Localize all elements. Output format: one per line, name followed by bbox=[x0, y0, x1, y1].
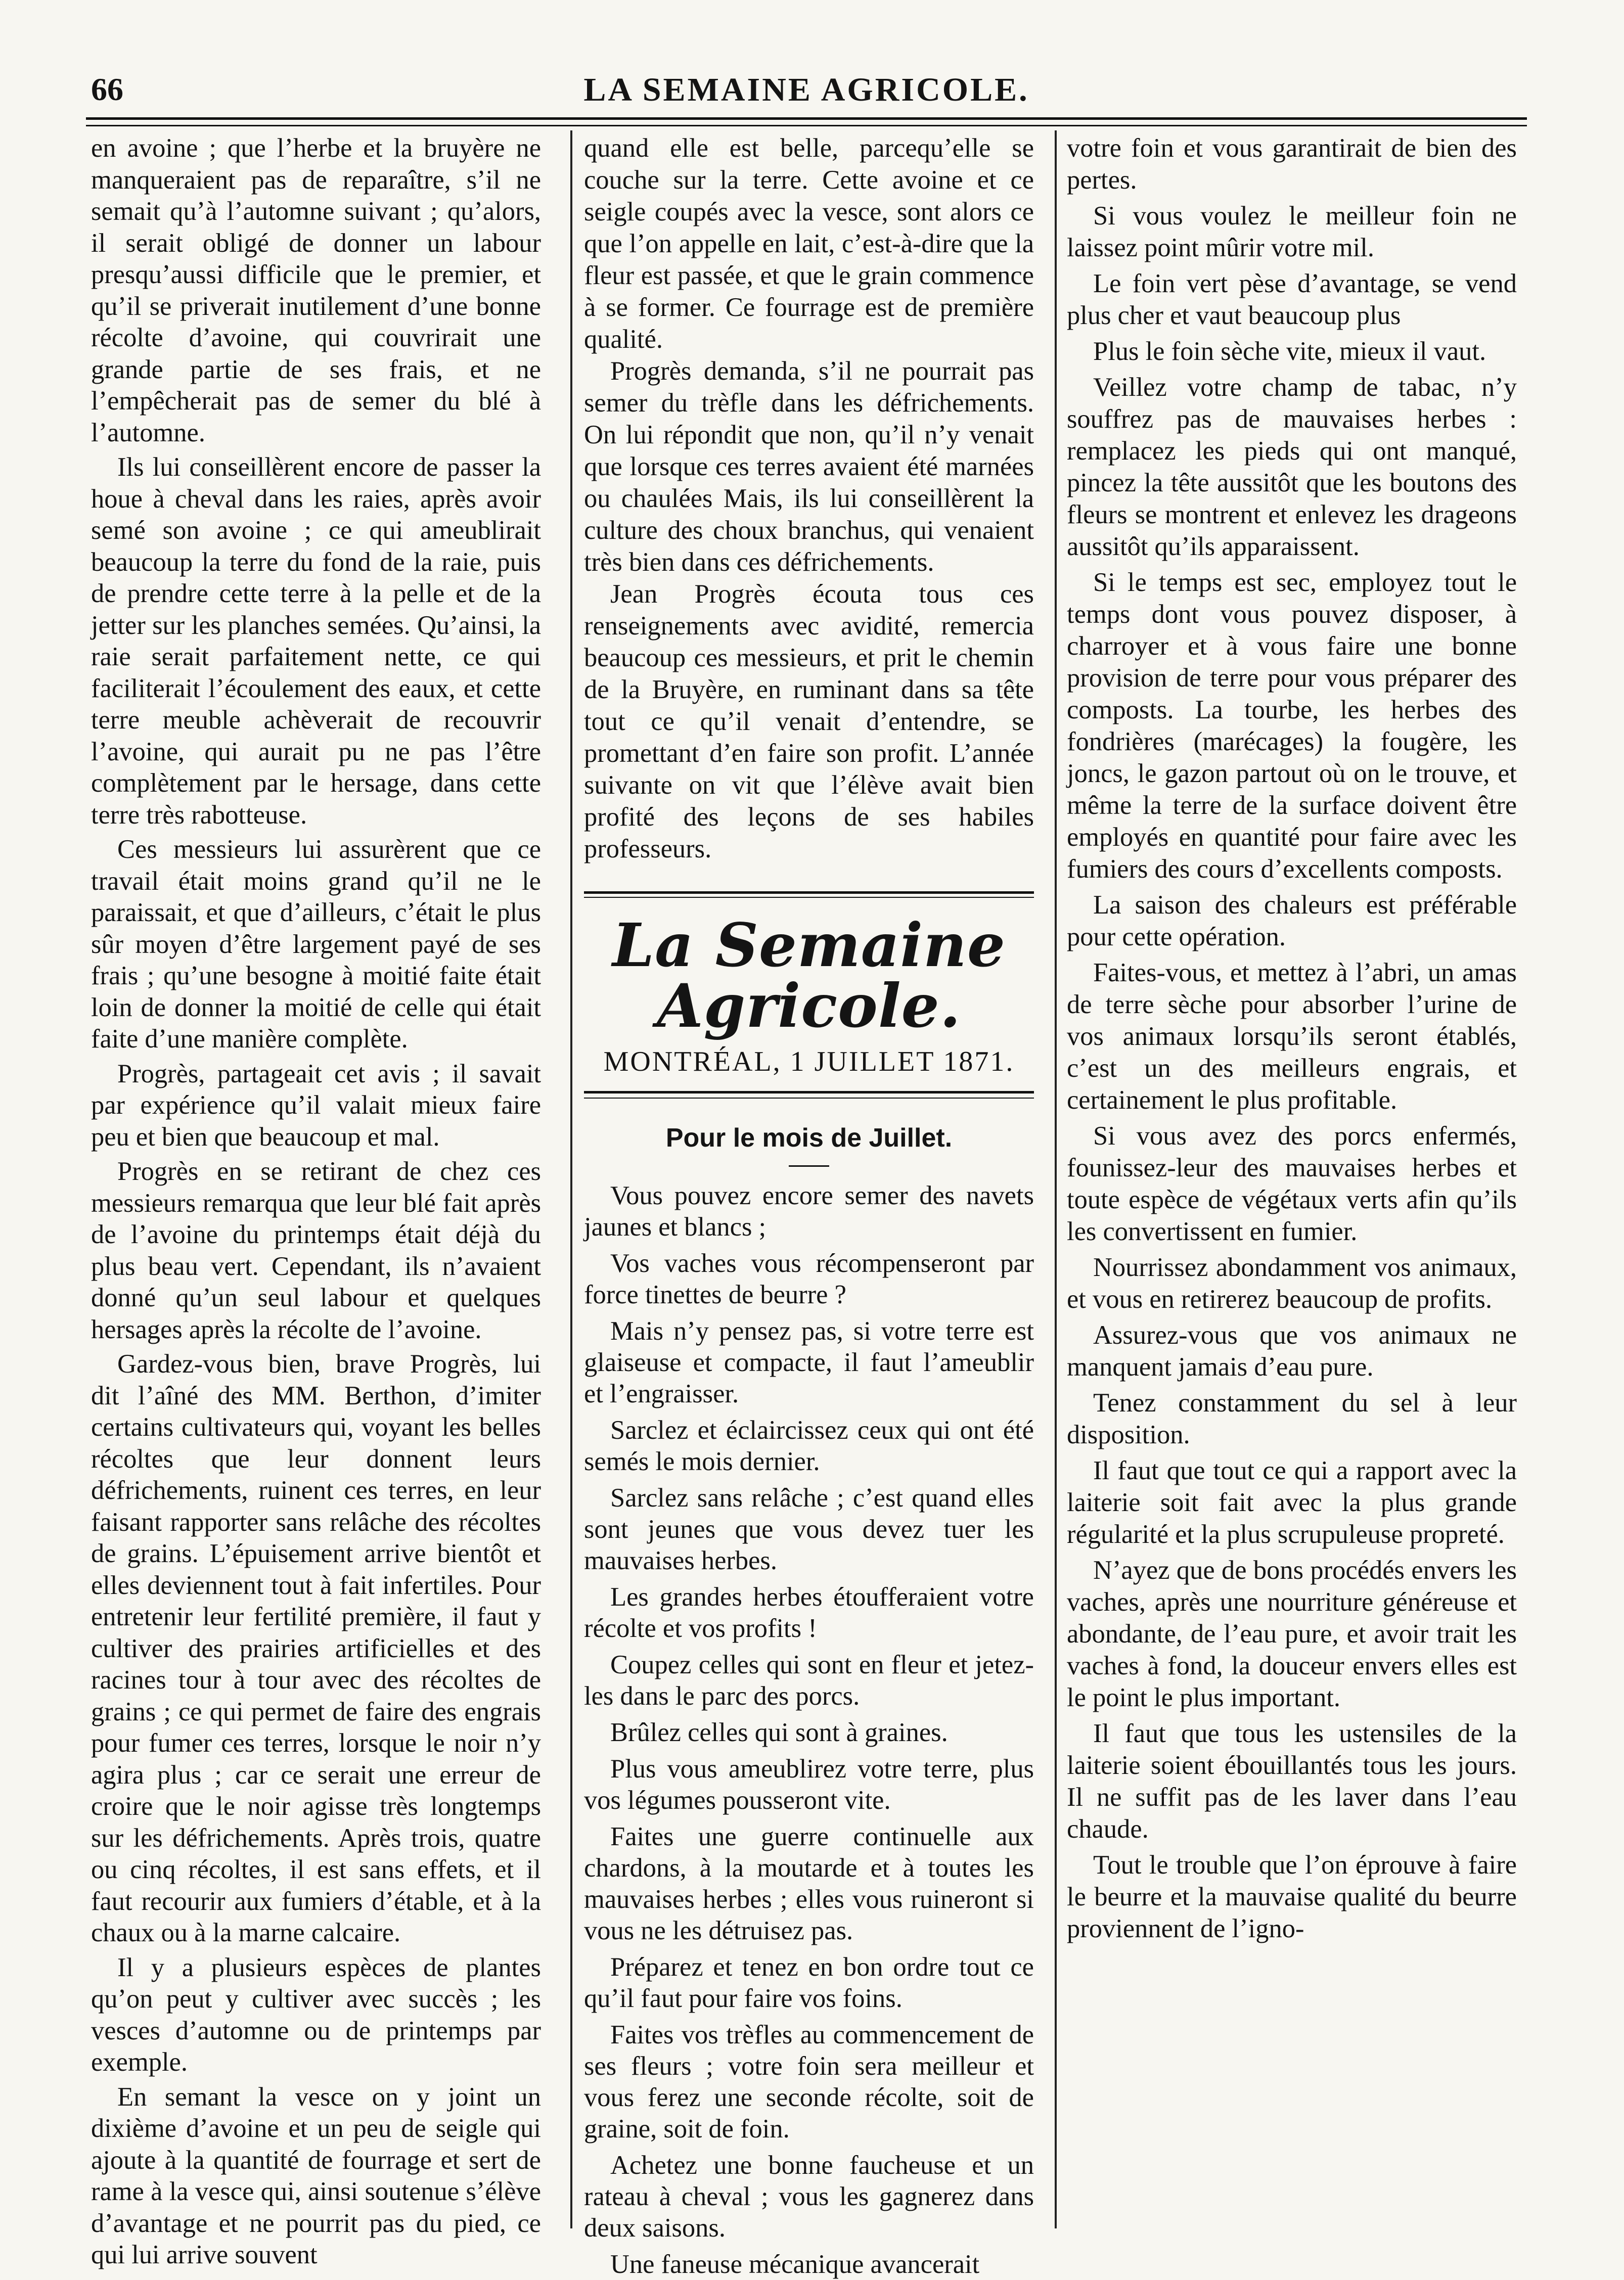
paragraph: N’ayez que de bons procédés envers les vaches, après une nourriture généreuse et abondante, de l’eau pure, et avoir trait les vaches à fond, la douceur envers elles est le point le plus important. bbox=[1067, 1556, 1517, 1712]
paragraph: Il y a plusieurs espèces de plantes qu’on peut y cultiver avec succès ; les vesces d’automne ou de printemps par exemple. bbox=[91, 1952, 541, 2077]
paragraph: en avoine ; que l’herbe et la bruyère ne manqueraient pas de reparaître, s’il ne semait qu’à l’automne suivant ; qu’alors, il serait obligé de donner un labour presqu’aussi difficile que le premier, et qu’il se priverait inutilement d’une bonne récolte d’avoine, qui couvrirait une grande partie de ses frais, et ne l’empêcherait pas de semer du blé à l’automne. bbox=[91, 133, 541, 447]
paragraph: Préparez et tenez en bon ordre tout ce qu’il faut pour faire vos foins. bbox=[584, 1952, 1034, 2013]
paragraph: Sarclez sans relâche ; c’est quand elles sont jeunes que vous devez tuer les mauvaises herbes. bbox=[584, 1483, 1034, 1575]
paragraph: Les grandes herbes étoufferaient votre récolte et vos profits ! bbox=[584, 1582, 1034, 1643]
page-number: 66 bbox=[91, 71, 123, 107]
paragraph: Plus vous ameublirez votre terre, plus vos légumes pousseront vite. bbox=[584, 1754, 1034, 1815]
paragraph: Achetez une bonne faucheuse et un rateau à cheval ; vous les gagnerez dans deux saisons. bbox=[584, 2151, 1034, 2243]
paragraph: Brûlez celles qui sont à graines. bbox=[610, 1718, 948, 1747]
running-title: LA SEMAINE AGRICOLE. bbox=[583, 71, 1029, 108]
paragraph: Si le temps est sec, employez tout le temps dont vous pouvez disposer, à charroyer et à vous faire une bonne provision de terre pour vous préparer des composts. La tourbe, les herbes des fondrières (marécages) la fougère, les joncs, le gazon partout où on le trouve, et même la terre de la surface doivent être employés en quantité pour faire avec les fumiers des cours d’excellents composts. bbox=[1067, 568, 1517, 884]
page-header bbox=[86, 66, 1527, 116]
paragraph: Il faut que tout ce qui a rapport avec la laiterie soit fait avec la plus grande régularité et la plus scrupuleuse propreté. bbox=[1067, 1456, 1517, 1549]
heading-dash bbox=[789, 1165, 829, 1167]
paragraph: Plus le foin sèche vite, mieux il vaut. bbox=[1093, 337, 1486, 366]
paragraph: Gardez-vous bien, brave Progrès, lui dit l’aîné des MM. Berthon, d’imiter certains cultivateurs qui, voyant les belles récoltes que leur donnent leurs défrichements, ruinent ces terres, en leur faisant rapporter sans relâche des récoltes de grains. L’épuisement arrive bientôt et elles deviennent tout à fait infertiles. Pour entretenir leur fertilité première, il faut y cultiver des prairies artificielles et des racines tour à tour avec des récoltes de grains ; ce qui permet de faire des engrais pour fumer ces terres, lorsque le noir n’y agira plus ; car ce serait une erreur de croire que le noir agisse très longtemps sur les défrichements. Après trois, quatre ou cinq récoltes, il est sans effets, et il faut recourir aux fumiers d’étable, et à la chaux ou à la marne calcaire. bbox=[91, 1349, 541, 1947]
header-rule bbox=[86, 117, 1527, 126]
paragraph: Progrès, partageait cet avis ; il savait par expérience qu’il valait mieux faire peu et bien que beaucoup et mal. bbox=[91, 1059, 541, 1152]
paragraph: Le foin vert pèse d’avantage, se vend plus cher et vaut beaucoup plus bbox=[1067, 269, 1517, 330]
continued-article bbox=[584, 132, 1034, 865]
paragraph: Ces messieurs lui assurèrent que ce travail était moins grand qu’il ne le paraissait, et que d’ailleurs, c’était le plus sûr moyen d’être largement payé de ses frais ; qu’une besogne à moitié faite était loin de donner la moitié de celle qui était faite d’une manière complète. bbox=[91, 835, 541, 1054]
column-divider bbox=[1055, 130, 1057, 2228]
paragraph: Progrès en se retirant de chez ces messieurs remarqua que leur blé fait après de l’avoine du printemps était déjà du plus beau vert. Cependant, ils n’avaient donné qu’un seul labour et quelques hersages après la récolte de l’avoine. bbox=[91, 1157, 541, 1344]
masthead bbox=[584, 891, 1034, 1099]
masthead-rule bbox=[584, 1091, 1034, 1099]
masthead-title: La Semaine Agricole. bbox=[612, 910, 1006, 1041]
paragraph: Vos vaches vous récompenseront par force tinettes de beurre ? bbox=[584, 1249, 1034, 1309]
column-2 bbox=[584, 132, 1034, 2279]
paragraph: Veillez votre champ de tabac, n’y souffrez pas de mauvaises herbes : remplacez les pieds qui ont manqué, pincez la tête aussitôt que les boutons des fleurs se montrent et enlevez les drageons aussitôt qu’ils apparaissent. bbox=[1067, 373, 1517, 561]
column-1 bbox=[91, 132, 541, 2269]
paragraph: quand elle est belle, parcequ’elle se couche sur la terre. Cette avoine et ce seigle coupés avec la vesce, sont alors ce que l’on appelle en lait, c’est-à-dire que la fleur est passée, et que le grain commence à se former. Ce fourrage est de première qualité. bbox=[584, 133, 1034, 354]
paragraph: Jean Progrès écouta tous ces renseignements avec avidité, remercia beaucoup ces messieurs, et prit le chemin de la Bruyère, en ruminant dans sa tête tout ce qu’il venait d’entendre, se promettant d’en faire son profit. L’année suivante on vit que l’élève avait bien profité des leçons de ses habiles professeurs. bbox=[584, 579, 1034, 863]
paragraph: Faites une guerre continuelle aux chardons, à la moutarde et à toutes les mauvaises herbes ; elles vous ruineront si vous ne les détruisez pas. bbox=[584, 1822, 1034, 1945]
paragraph: Nourrissez abondamment vos animaux, et vous en retirerez beaucoup de profits. bbox=[1067, 1253, 1517, 1314]
paragraph: Sarclez et éclaircissez ceux qui ont été semés le mois dernier. bbox=[584, 1416, 1034, 1476]
paragraph: votre foin et vous garantirait de bien des pertes. bbox=[1067, 133, 1517, 195]
paragraph: Il faut que tous les ustensiles de la laiterie soient ébouillantés tous les jours. Il ne suffit pas de les laver dans l’eau chaude. bbox=[1067, 1719, 1517, 1844]
paragraph: Coupez celles qui sont en fleur et jetez-les dans le parc des porcs. bbox=[584, 1650, 1034, 1711]
paragraph: Vous pouvez encore semer des navets jaunes et blancs ; bbox=[584, 1181, 1034, 1242]
paragraph: Mais n’y pensez pas, si votre terre est glaiseuse et compacte, il faut l’ameublir et l’engraisser. bbox=[584, 1316, 1034, 1408]
column-3 bbox=[1067, 132, 1517, 2230]
paragraph: Progrès demanda, s’il ne pourrait pas semer du trèfle dans les défrichements. On lui répondit que non, qu’il n’y venait que lorsque ces terres avaient été marnées ou chaulées Mais, ils lui conseillèrent la culture des choux branchus, qui venaient très bien dans ces défrichements. bbox=[584, 356, 1034, 577]
paragraph: Une faneuse mécanique avancerait bbox=[610, 2250, 980, 2279]
paragraph: Assurez-vous que vos animaux ne manquent jamais d’eau pure. bbox=[1067, 1320, 1517, 1382]
masthead-dateline: MONTRÉAL, 1 JUILLET 1871. bbox=[603, 1046, 1015, 1077]
paragraph: La saison des chaleurs est préférable pour cette opération. bbox=[1067, 890, 1517, 951]
column-divider bbox=[570, 130, 572, 2228]
paragraph: Si vous avez des porcs enfermés, founissez-leur des mauvaises herbes et toute espèce de végétaux verts afin qu’ils les convertissent en fumier. bbox=[1067, 1121, 1517, 1246]
paragraph: Faites-vous, et mettez à l’abri, un amas de terre sèche pour absorber l’urine de vos animaux lorsqu’ils seront établés, c’est un des meilleurs engrais, et certainement le plus profitable. bbox=[1067, 958, 1517, 1115]
paragraph: Faites vos trèfles au commencement de ses fleurs ; votre foin sera meilleur et vous ferez une seconde récolte, soit de graine, soit de foin. bbox=[584, 2020, 1034, 2144]
paragraph: Tout le trouble que l’on éprouve à faire le beurre et la mauvaise qualité du beurre proviennent de l’igno- bbox=[1067, 1850, 1517, 1943]
paragraph: Ils lui conseillèrent encore de passer la houe à cheval dans les raies, après avoir semé son avoine ; ce qui ameublirait beaucoup la terre du fond de la raie, puis de prendre cette terre à la pelle et de la jetter sur les planches semées. Qu’ainsi, la raie serait parfaitement nette, ce qui faciliterait l’écoulement des eaux, et cette terre meuble achèverait de recouvrir l’avoine, qui aurait pu ne pas l’être complètement par le hersage, dans cette terre très rabotteuse. bbox=[91, 452, 541, 830]
section-heading: Pour le mois de Juillet. bbox=[665, 1123, 953, 1153]
paragraph: Si vous voulez le meilleur foin ne laissez point mûrir votre mil. bbox=[1067, 201, 1517, 262]
paragraph: En semant la vesce on y joint un dixième d’avoine et un peu de seigle qui ajoute à la quantité de fourrage et sert de rame à la vesce qui, ainsi soutenue s’élève d’avantage et ne pourrit pas du pied, ce qui lui arrive souvent bbox=[91, 2082, 541, 2269]
paragraph: Tenez constamment du sel à leur disposition. bbox=[1067, 1388, 1517, 1449]
july-advice-list bbox=[584, 1180, 1034, 2280]
